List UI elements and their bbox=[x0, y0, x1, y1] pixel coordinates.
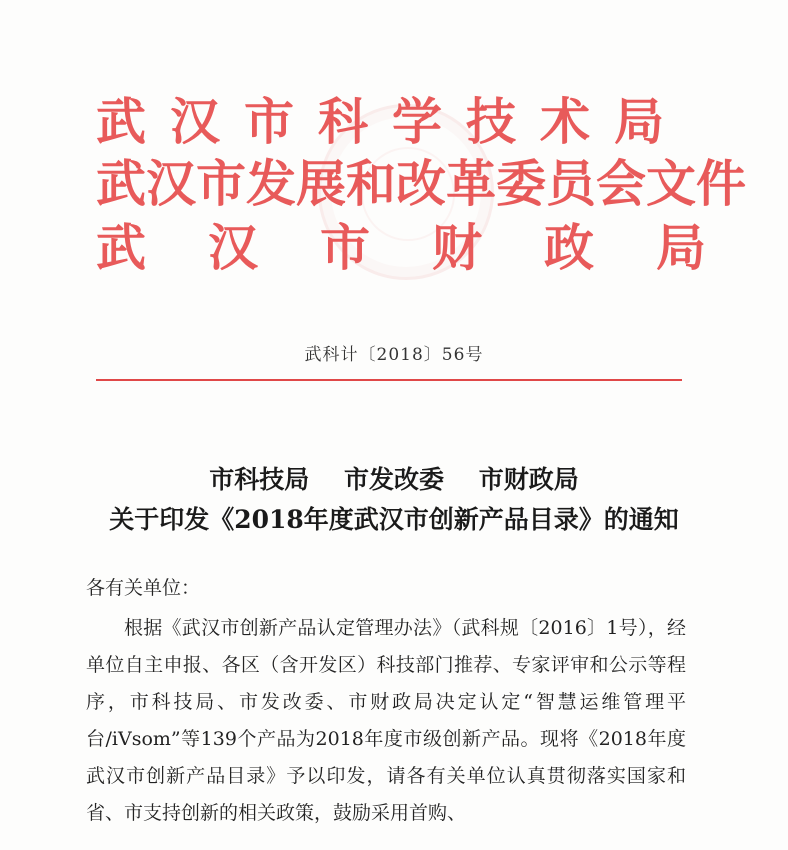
issuer-wuhan-finance-bureau: 武汉市财政局 bbox=[96, 219, 768, 277]
red-separator-line bbox=[96, 379, 682, 381]
salutation: 各有关单位： bbox=[86, 577, 201, 599]
document-number: 武科计〔2018〕56号 bbox=[304, 345, 484, 365]
issuer-wuhan-development-reform-commission: 武汉市发展和改革委员会文件 bbox=[96, 155, 746, 213]
notice-title-subject: 关于印发《2018年度武汉市创新产品目录》的通知 bbox=[109, 505, 679, 534]
body-paragraph: 根据《武汉市创新产品认定管理办法》（武科规〔2016〕1号），经单位自主申报、各区（含开发区）科技部门推荐、专家评审和公示等程序，市科技局、市发改委、市财政局决定认定“智慧运维管理平台/iVsom”等139个产品为2018年度市级创新产品。现将《2018年度武汉市创新产品目录》予以印发，请各有关单位认真贯彻落实国家和省、市支持创新的相关政策，鼓励采用首购、 bbox=[86, 617, 686, 824]
issuer-wuhan-science-technology-bureau: 武汉市科学技术局 bbox=[96, 93, 688, 151]
notice-title-issuers: 市科技局 市发改委 市财政局 bbox=[209, 465, 579, 494]
